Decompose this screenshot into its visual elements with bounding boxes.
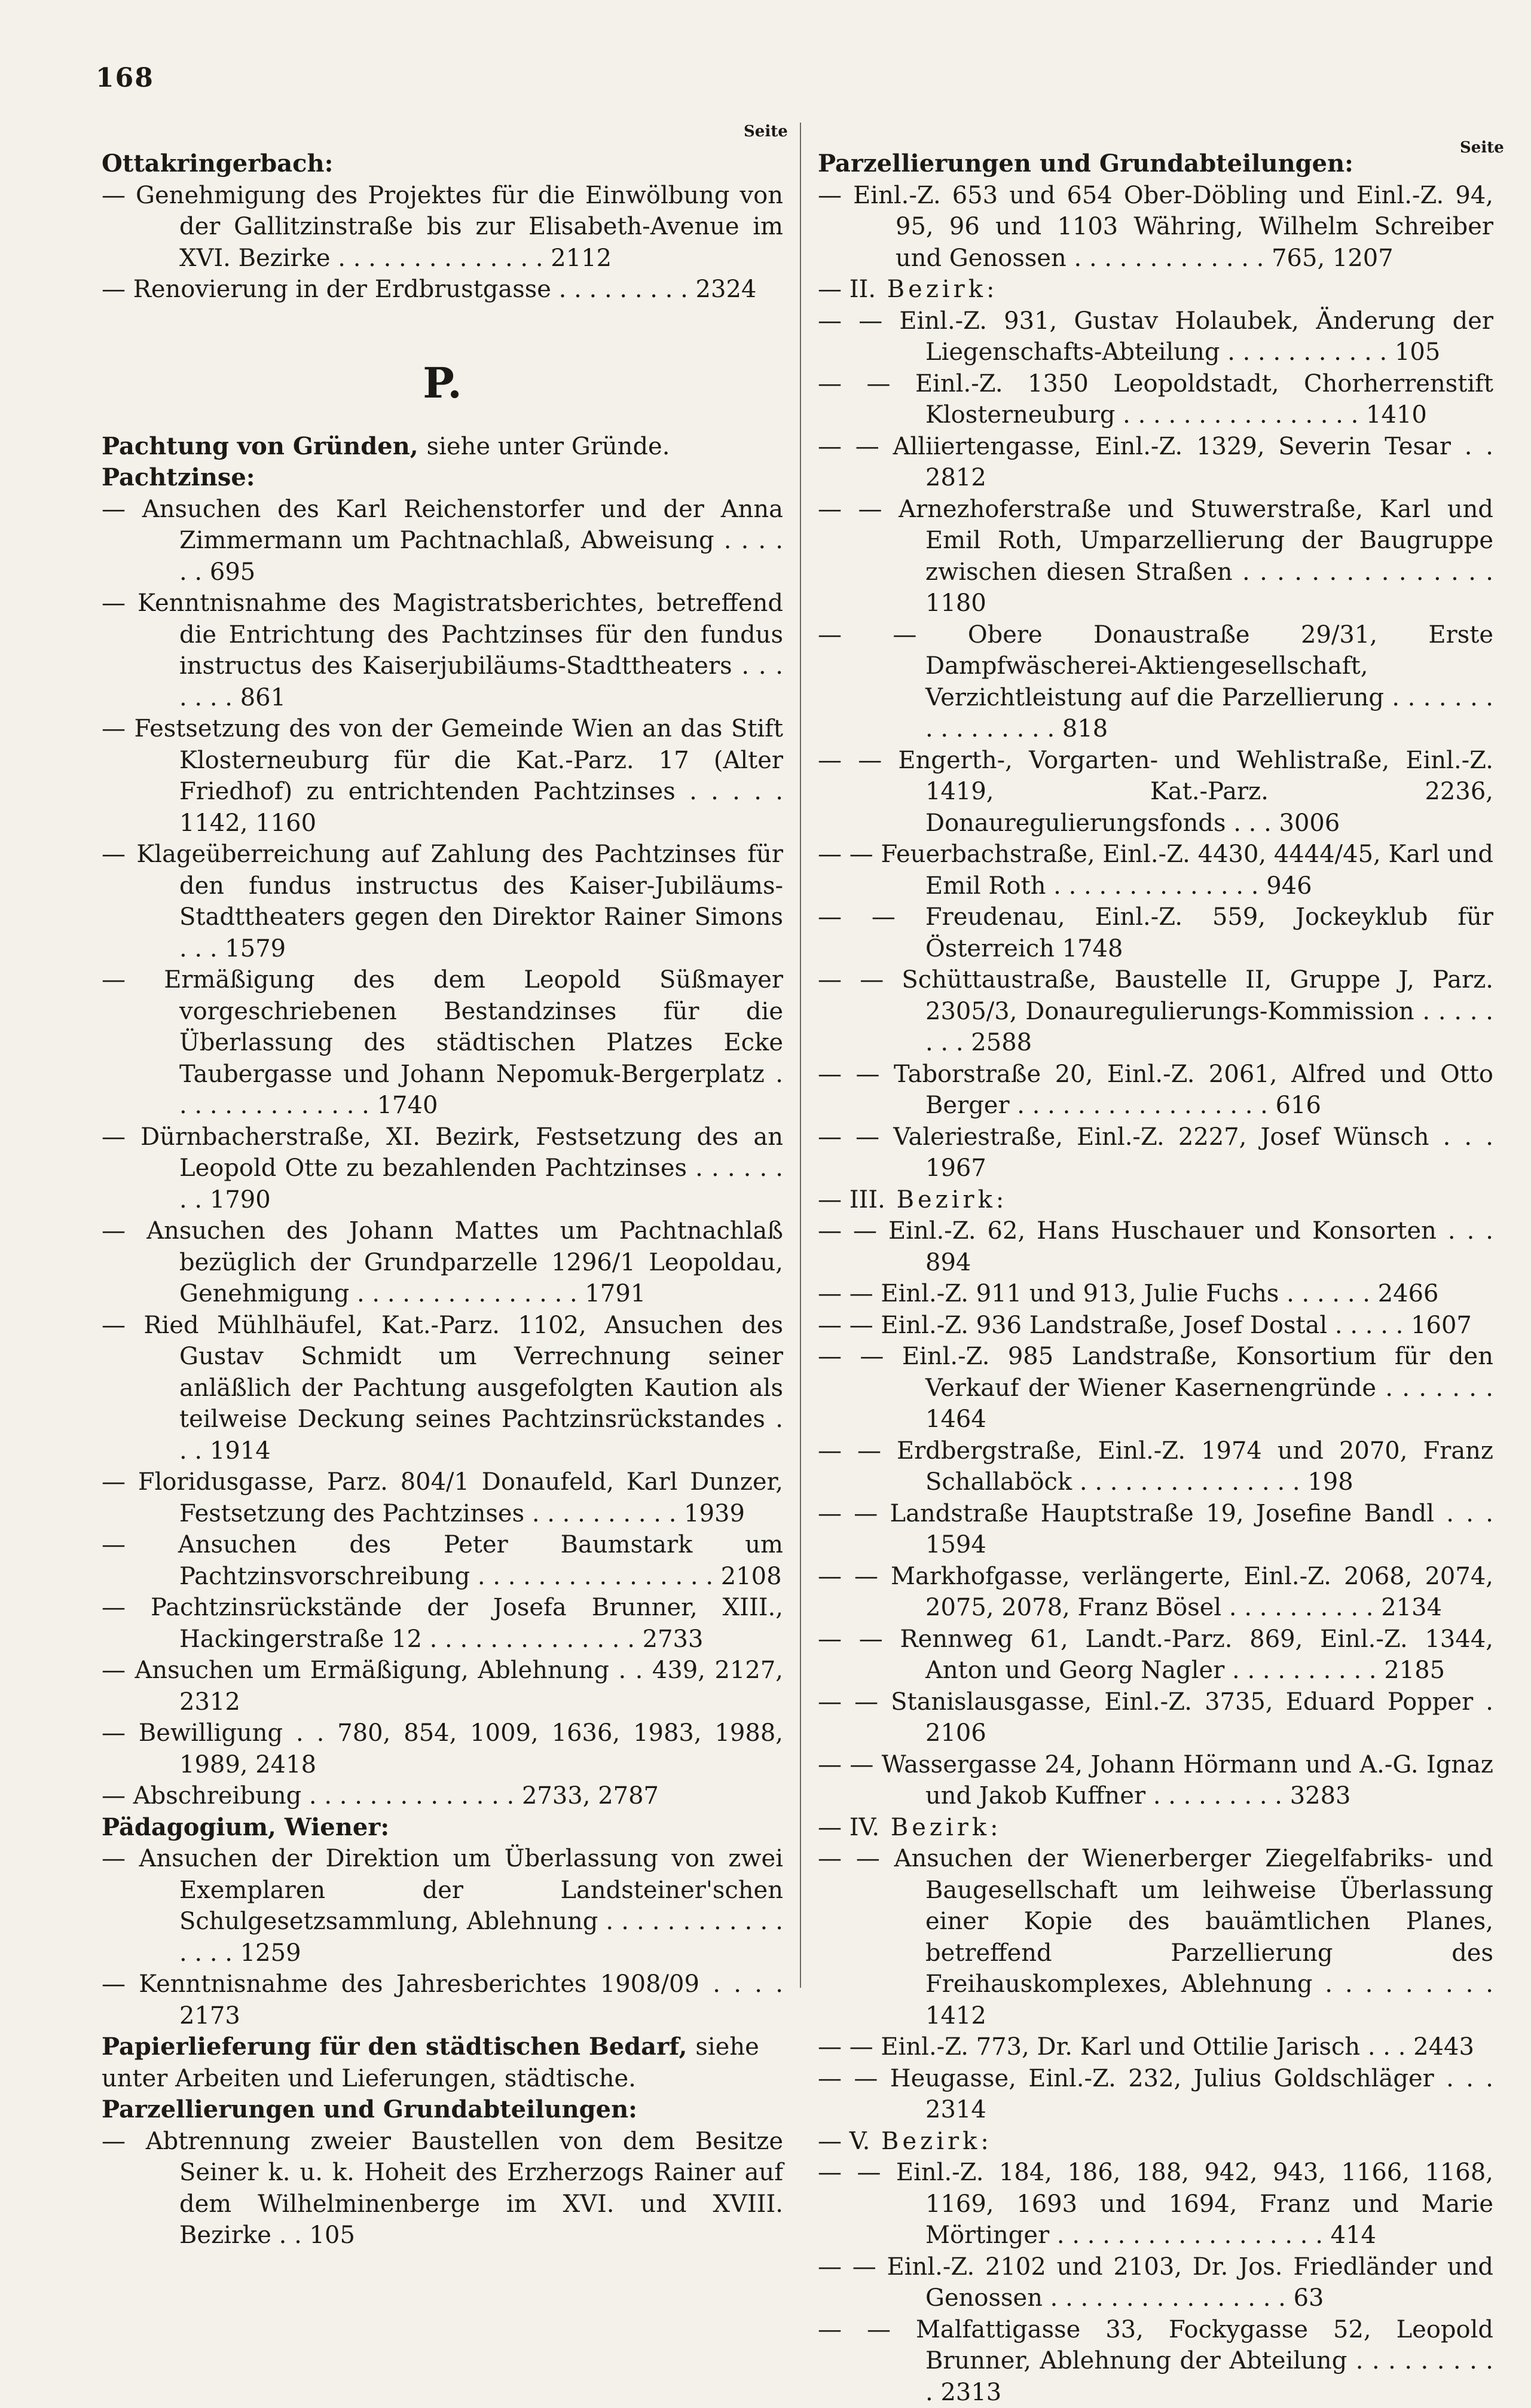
index-entry (818, 2063, 1493, 2126)
entry-pages: 1412 (925, 2002, 986, 2030)
entry-pages: 1410 (1366, 401, 1427, 429)
entry-pages: 2418 (255, 1751, 316, 1779)
entry-pages: 1464 (925, 1405, 986, 1433)
entry-text: — — Einl.-Z. 931, Gustav Holaubek, Änderung der Liegenschafts-Abteilung . . . . . . . . . . . (818, 307, 1493, 366)
entry-text: — Kenntnisnahme des Magistratsberichtes, betreffend die Entrichtung des Pachtzinses für den fundus instructus des Kaiserjubiläums-Stadttheaters . . . . . . . (102, 589, 783, 711)
entry-text: — — Heugasse, Einl.-Z. 232, Julius Goldschläger . . . (818, 2065, 1493, 2092)
index-entry (102, 1122, 783, 1216)
entry-text: — Abtrennung zweier Baustellen von dem Besitze Seiner k. u. k. Hoheit des Erzherzogs Rainer auf dem Wilhelminenberge im XVI. und XVIII. Bezirke . . (102, 2128, 783, 2250)
index-entry (102, 1780, 783, 1812)
index-entry (818, 745, 1493, 839)
index-entry (818, 1624, 1493, 1686)
district-subheading (818, 1184, 1493, 1216)
entry-pages: 1791 (585, 1280, 646, 1307)
right-column (818, 148, 1493, 2408)
index-entry (818, 368, 1493, 431)
entry-pages: 946 (1266, 872, 1312, 900)
district-subheading (818, 1812, 1493, 1844)
entry-text: — — Markhofgasse, verlängerte, Einl.-Z. 2068, 2074, 2075, 2078, Franz Bösel . . . . . . . . . . (818, 1563, 1493, 1622)
entry-text: — — Einl.-Z. 911 und 913, Julie Fuchs . . . . . . (818, 1280, 1370, 1307)
index-entry: — Renovierung in der Erdbrustgasse . . . . . . . . . 2324 (102, 274, 783, 305)
entry-text: — — Landstraße Hauptstraße 19, Josefine Bandl . . . (818, 1500, 1493, 1527)
index-entry (102, 1843, 783, 1969)
heading-pachtzinse: Pachtzinse: (102, 462, 783, 494)
entry-text: — — Engerth-, Vorgarten- und Wehlistraße, Einl.-Z. 1419, Kat.-Parz. 2236, Donauregulierungsfonds . . . (818, 747, 1493, 837)
entry-pages: 63 (1294, 2284, 1324, 2312)
entry-pages: 1939 (684, 1500, 745, 1527)
entry-pages: 2443 (1413, 2033, 1474, 2061)
entry-text: — — Arnezhoferstraße und Stuwerstraße, Karl und Emil Roth, Umparzellierung der Baugruppe zwischen diesen Straßen . . . . . . . . . . . . . . . (818, 496, 1493, 586)
district-subheading (818, 274, 1493, 305)
index-entry (102, 1310, 783, 1467)
entry-pages: 2313 (940, 2379, 1001, 2406)
entry-text: — — Valeriestraße, Einl.-Z. 2227, Josef Wünsch . . . (818, 1123, 1493, 1151)
entry-pages: 414 (1331, 2221, 1376, 2249)
index-entry (818, 431, 1493, 494)
pachtzinse-entries (102, 494, 783, 1812)
entry-text: — Klageüberreichung auf Zahlung des Pachtzinses für den fundus instructus des Kaiser-Jubiläums-Stadttheaters gegen den Direktor Rainer Simons . . . (102, 841, 783, 962)
entry-text: — Ansuchen des Johann Mattes um Pachtnachlaß bezüglich der Grundparzelle 1296/1 Leopoldau, Genehmigung . . . . . . . . . . . . . . . (102, 1217, 783, 1307)
district-number: — III. (818, 1186, 885, 1214)
entry-text: — — Taborstraße 20, Einl.-Z. 2061, Alfred und Otto Berger . . . . . . . . . . . . . . . . . (818, 1061, 1493, 1120)
index-entry (102, 1215, 783, 1310)
heading-parzellierungen-right: Parzellierungen und Grundabteilungen: (818, 148, 1493, 180)
entry-text: — — Einl.-Z. 985 Landstraße, Konsortium für den Verkauf der Wiener Kasernengründe . . . . . . . (818, 1343, 1493, 1402)
left-column (102, 148, 783, 2251)
index-entry (818, 1843, 1493, 2031)
district-label: Bezirk: (881, 2128, 992, 2155)
entry-text: — Ried Mühlhäufel, Kat.-Parz. 1102, Ansuchen des Gustav Schmidt um Verrechnung seiner anläßlich der Pachtung ausgefolgten Kaution als teilweise Deckung seines Pachtzinsrückstandes . . . (102, 1312, 783, 1465)
entry-text: — — Stanislausgasse, Einl.-Z. 3735, Eduard Popper . (818, 1688, 1493, 1716)
entry-pages: 1207 (1333, 245, 1394, 272)
entry-pages: 2733 (643, 1625, 704, 1653)
index-entry (818, 839, 1493, 902)
paedagogium-entries (102, 1843, 783, 2031)
district-number: — II. (818, 276, 876, 303)
entry-pages: 894 (925, 1249, 971, 1276)
entry-text: — — Einl.-Z. 62, Hans Huschauer und Konsorten . . . (818, 1217, 1493, 1245)
entry-pages: 2588 (971, 1029, 1032, 1056)
ottakring-entries (102, 180, 783, 305)
index-entry (818, 494, 1493, 619)
index-entry (102, 839, 783, 964)
index-entry (818, 1498, 1493, 1561)
entry-text: — Floridusgasse, Parz. 804/1 Donaufeld, Karl Dunzer, Festsetzung des Pachtzinses . . . . . . . . . . (102, 1468, 783, 1527)
index-entry (818, 1310, 1493, 1341)
index-entry (102, 1592, 783, 1655)
heading-pachtung: Pachtung von Gründen, siehe unter Gründe. (102, 431, 783, 463)
index-entry (818, 2157, 1493, 2251)
index-entry (818, 1749, 1493, 1812)
index-entry (102, 588, 783, 713)
seite-label-right: Seite (1460, 139, 1504, 157)
entry-text: — Abschreibung . . . . . . . . . . . . . . 2733, (102, 1782, 590, 1810)
entry-text: — — Malfattigasse 33, Fockygasse 52, Leopold Brunner, Ablehnung der Abteilung . . . . . . . . . . (818, 2316, 1493, 2406)
entry-text: — — Rennweg 61, Landt.-Parz. 869, Einl.-Z. 1344, Anton und Georg Nagler . . . . . . . . . . (818, 1625, 1493, 1685)
entry-pages: 1740 (377, 1092, 438, 1119)
entry-text: — Einl.-Z. 653 und 654 Ober-Döbling und Einl.-Z. 94, 95, 96 und 1103 Währing, Wilhelm Schreiber und Genossen . . . . . . . . . . . . . 765, (818, 182, 1493, 272)
entry-text: — — Einl.-Z. 1350 Leopoldstadt, Chorherrenstift Klosterneuburg . . . . . . . . . . . . . . . . (818, 370, 1493, 429)
entry-text: — — Schüttaustraße, Baustelle II, Gruppe J, Parz. 2305/3, Donauregulierungs-Kommission . . . . . . . . (818, 966, 1493, 1056)
entry-pages: 2312 (179, 1688, 240, 1716)
entry-pages: 1579 (225, 935, 286, 962)
entry-text: — — Obere Donaustraße 29/31, Erste Dampfwäscherei-Aktiengesellschaft, Verzichtleistung auf die Parzellierung . . . . . . . . . . . . . . . . (818, 621, 1493, 743)
entry-pages: 2812 (925, 464, 986, 491)
seite-label-left: Seite (744, 123, 788, 140)
district-subheading (818, 2126, 1493, 2158)
entry-text: — — Feuerbachstraße, Einl.-Z. 4430, 4444/45, Karl und Emil Roth . . . . . . . . . . . . . . (818, 841, 1493, 900)
entry-pages: 1259 (240, 1939, 301, 1967)
index-entry (102, 1718, 783, 1780)
entry-text: — Ansuchen des Karl Reichenstorfer und der Anna Zimmermann um Pachtnachlaß, Abweisung . . . . . . (102, 496, 783, 586)
entry-pages: 2185 (1384, 1657, 1445, 1684)
entry-pages: 198 (1307, 1468, 1353, 1496)
column-divider (800, 123, 801, 1988)
index-entry (818, 2031, 1493, 2063)
entry-pages: 695 (210, 558, 255, 586)
index-entry (102, 1969, 783, 2031)
index-entry (102, 1466, 783, 1529)
heading-papierlieferung: Papierlieferung für den städtischen Bedarf, siehe unter Arbeiten und Lieferungen, städtische. (102, 2031, 783, 2094)
entry-text: — Kenntnisnahme des Jahresberichtes 1908/09 . . . . (102, 1970, 783, 1998)
entry-pages: 818 (1062, 715, 1108, 742)
entry-text: — Ansuchen der Direktion um Überlassung von zwei Exemplaren der Landsteiner'schen Schulgesetzsammlung, Ablehnung . . . . . . . . . . . . . . . . (102, 1845, 783, 1967)
index-entry (102, 1655, 783, 1718)
entry-pages: 2108 (721, 1563, 782, 1590)
index-entry (818, 1215, 1493, 1278)
district-label: Bezirk: (891, 1814, 1002, 1841)
section-letter: P. (102, 362, 783, 404)
entry-pages: 2314 (925, 2096, 986, 2123)
index-entry (818, 180, 1493, 274)
index-entry (818, 1122, 1493, 1184)
district-number: — V. (818, 2128, 870, 2155)
entry-pages: 1142, 1160 (179, 809, 316, 837)
entry-text: — Ansuchen um Ermäßigung, Ablehnung . . 439, 2127, (102, 1657, 783, 1684)
entry-text: — — Einl.-Z. 773, Dr. Karl und Ottilie Jarisch . . . (818, 2033, 1405, 2061)
entry-text: — Dürnbacherstraße, XI. Bezirk, Festsetzung des an Leopold Otte zu bezahlenden Pachtzinses . . . . . . . . (102, 1123, 783, 1214)
entry-pages: 1914 (210, 1437, 271, 1465)
entry-text: — — Erdbergstraße, Einl.-Z. 1974 und 2070, Franz Schallaböck . . . . . . . . . . . . . . . (818, 1437, 1493, 1496)
index-entry (818, 2314, 1493, 2408)
entry-pages: 1594 (925, 1531, 986, 1559)
entry-text: — — Einl.-Z. 184, 186, 188, 942, 943, 1166, 1168, 1169, 1693 und 1694, Franz und Marie Mörtinger . . . . . . . . . . . . . . . . . . (818, 2159, 1493, 2249)
index-entry (818, 902, 1493, 964)
heading-ottakringerbach: Ottakringerbach: (102, 148, 783, 180)
entry-text: — Ansuchen des Peter Baumstark um Pachtzinsvorschreibung . . . . . . . . . . . . . . . . (102, 1531, 783, 1590)
index-entry (818, 1561, 1493, 1624)
page-number: 168 (96, 63, 154, 93)
entry-pages: 1607 (1411, 1312, 1472, 1339)
entry-pages: 1790 (210, 1186, 271, 1214)
index-entry (818, 1341, 1493, 1435)
index-entry (818, 1686, 1493, 1749)
index-entry (818, 305, 1493, 368)
parzellierungen-entries-right (818, 180, 1493, 2408)
parzellierungen-entries-left (102, 2126, 783, 2251)
entry-pages: 2134 (1381, 1594, 1442, 1621)
entry-pages: 861 (240, 684, 286, 711)
index-entry (818, 1435, 1493, 1498)
entry-pages: 2787 (598, 1782, 659, 1810)
entry-text: — — Einl.-Z. 2102 und 2103, Dr. Jos. Friedländer und Genossen . . . . . . . . . . . . . . . . (818, 2253, 1493, 2312)
index-entry (818, 964, 1493, 1059)
district-label: Bezirk: (897, 1186, 1008, 1214)
entry-text: — Festsetzung des von der Gemeinde Wien an das Stift Klosterneuburg für die Kat.-Parz. 17 (Alter Friedhof) zu entrichtenden Pachtzinses . . . . . (102, 715, 783, 805)
entry-text: — — Wassergasse 24, Johann Hörmann und A.-G. Ignaz und Jakob Kuffner . . . . . . . . . (818, 1751, 1493, 1810)
entry-pages: 1967 (925, 1154, 986, 1182)
index-entry (102, 964, 783, 1122)
entry-text: — — Einl.-Z. 936 Landstraße, Josef Dostal . . . . . (818, 1312, 1403, 1339)
entry-text: — Ermäßigung des dem Leopold Süßmayer vorgeschriebenen Bestandzinses für die Überlassung des städtischen Platzes Ecke Taubergasse und Johann Nepomuk-Bergerplatz . . . . . . . . . . . . . . (102, 966, 783, 1119)
district-label: Bezirk: (887, 276, 998, 303)
entry-pages: 3006 (1279, 809, 1340, 837)
entry-pages: 1180 (925, 589, 986, 617)
entry-text: — — Alliiertengasse, Einl.-Z. 1329, Severin Tesar . . (818, 433, 1493, 460)
entry-text: — — Ansuchen der Wienerberger Ziegelfabriks- und Baugesellschaft um leihweise Überlassung einer Kopie des bauämtlichen Planes, betreffend Parzellierung des Freihauskomplexes, Ablehnung . . . . . . . . . (818, 1845, 1493, 1998)
index-entry (818, 1059, 1493, 1122)
index-entry (818, 619, 1493, 745)
index-entry (102, 713, 783, 839)
index-entry (818, 1278, 1493, 1310)
index-entry (102, 494, 783, 588)
index-entry (818, 2251, 1493, 2314)
index-entry (102, 1529, 783, 1592)
index-entry (102, 2126, 783, 2251)
entry-pages: 2106 (925, 1719, 986, 1747)
entry-text: — Bewilligung . . 780, 854, 1009, 1636, 1983, 1988, 1989, (102, 1719, 783, 1779)
entry-pages: 2173 (179, 2002, 240, 2030)
entry-pages: 3283 (1290, 1782, 1351, 1810)
entry-pages: 2466 (1378, 1280, 1439, 1307)
entry-pages: 105 (1395, 338, 1440, 366)
entry-pages: 616 (1276, 1092, 1321, 1119)
index-entry: — Genehmigung des Projektes für die Einwölbung von der Gallitzinstraße bis zur Elisabeth-Avenue im XVI. Bezirke . . . . . . . . . . . . . . 2112 (102, 180, 783, 274)
entry-pages: 1748 (1062, 935, 1123, 962)
entry-text: — Pachtzinsrückstände der Josefa Brunner, XIII., Hackingerstraße 12 . . . . . . . . . . . . . . (102, 1594, 783, 1653)
heading-parzellierungen-left: Parzellierungen und Grundabteilungen: (102, 2094, 783, 2126)
heading-paedagogium: Pädagogium, Wiener: (102, 1812, 783, 1844)
district-number: — IV. (818, 1814, 879, 1841)
entry-text: — — Freudenau, Einl.-Z. 559, Jockeyklub für Österreich (818, 903, 1493, 962)
entry-pages: 105 (310, 2221, 355, 2249)
